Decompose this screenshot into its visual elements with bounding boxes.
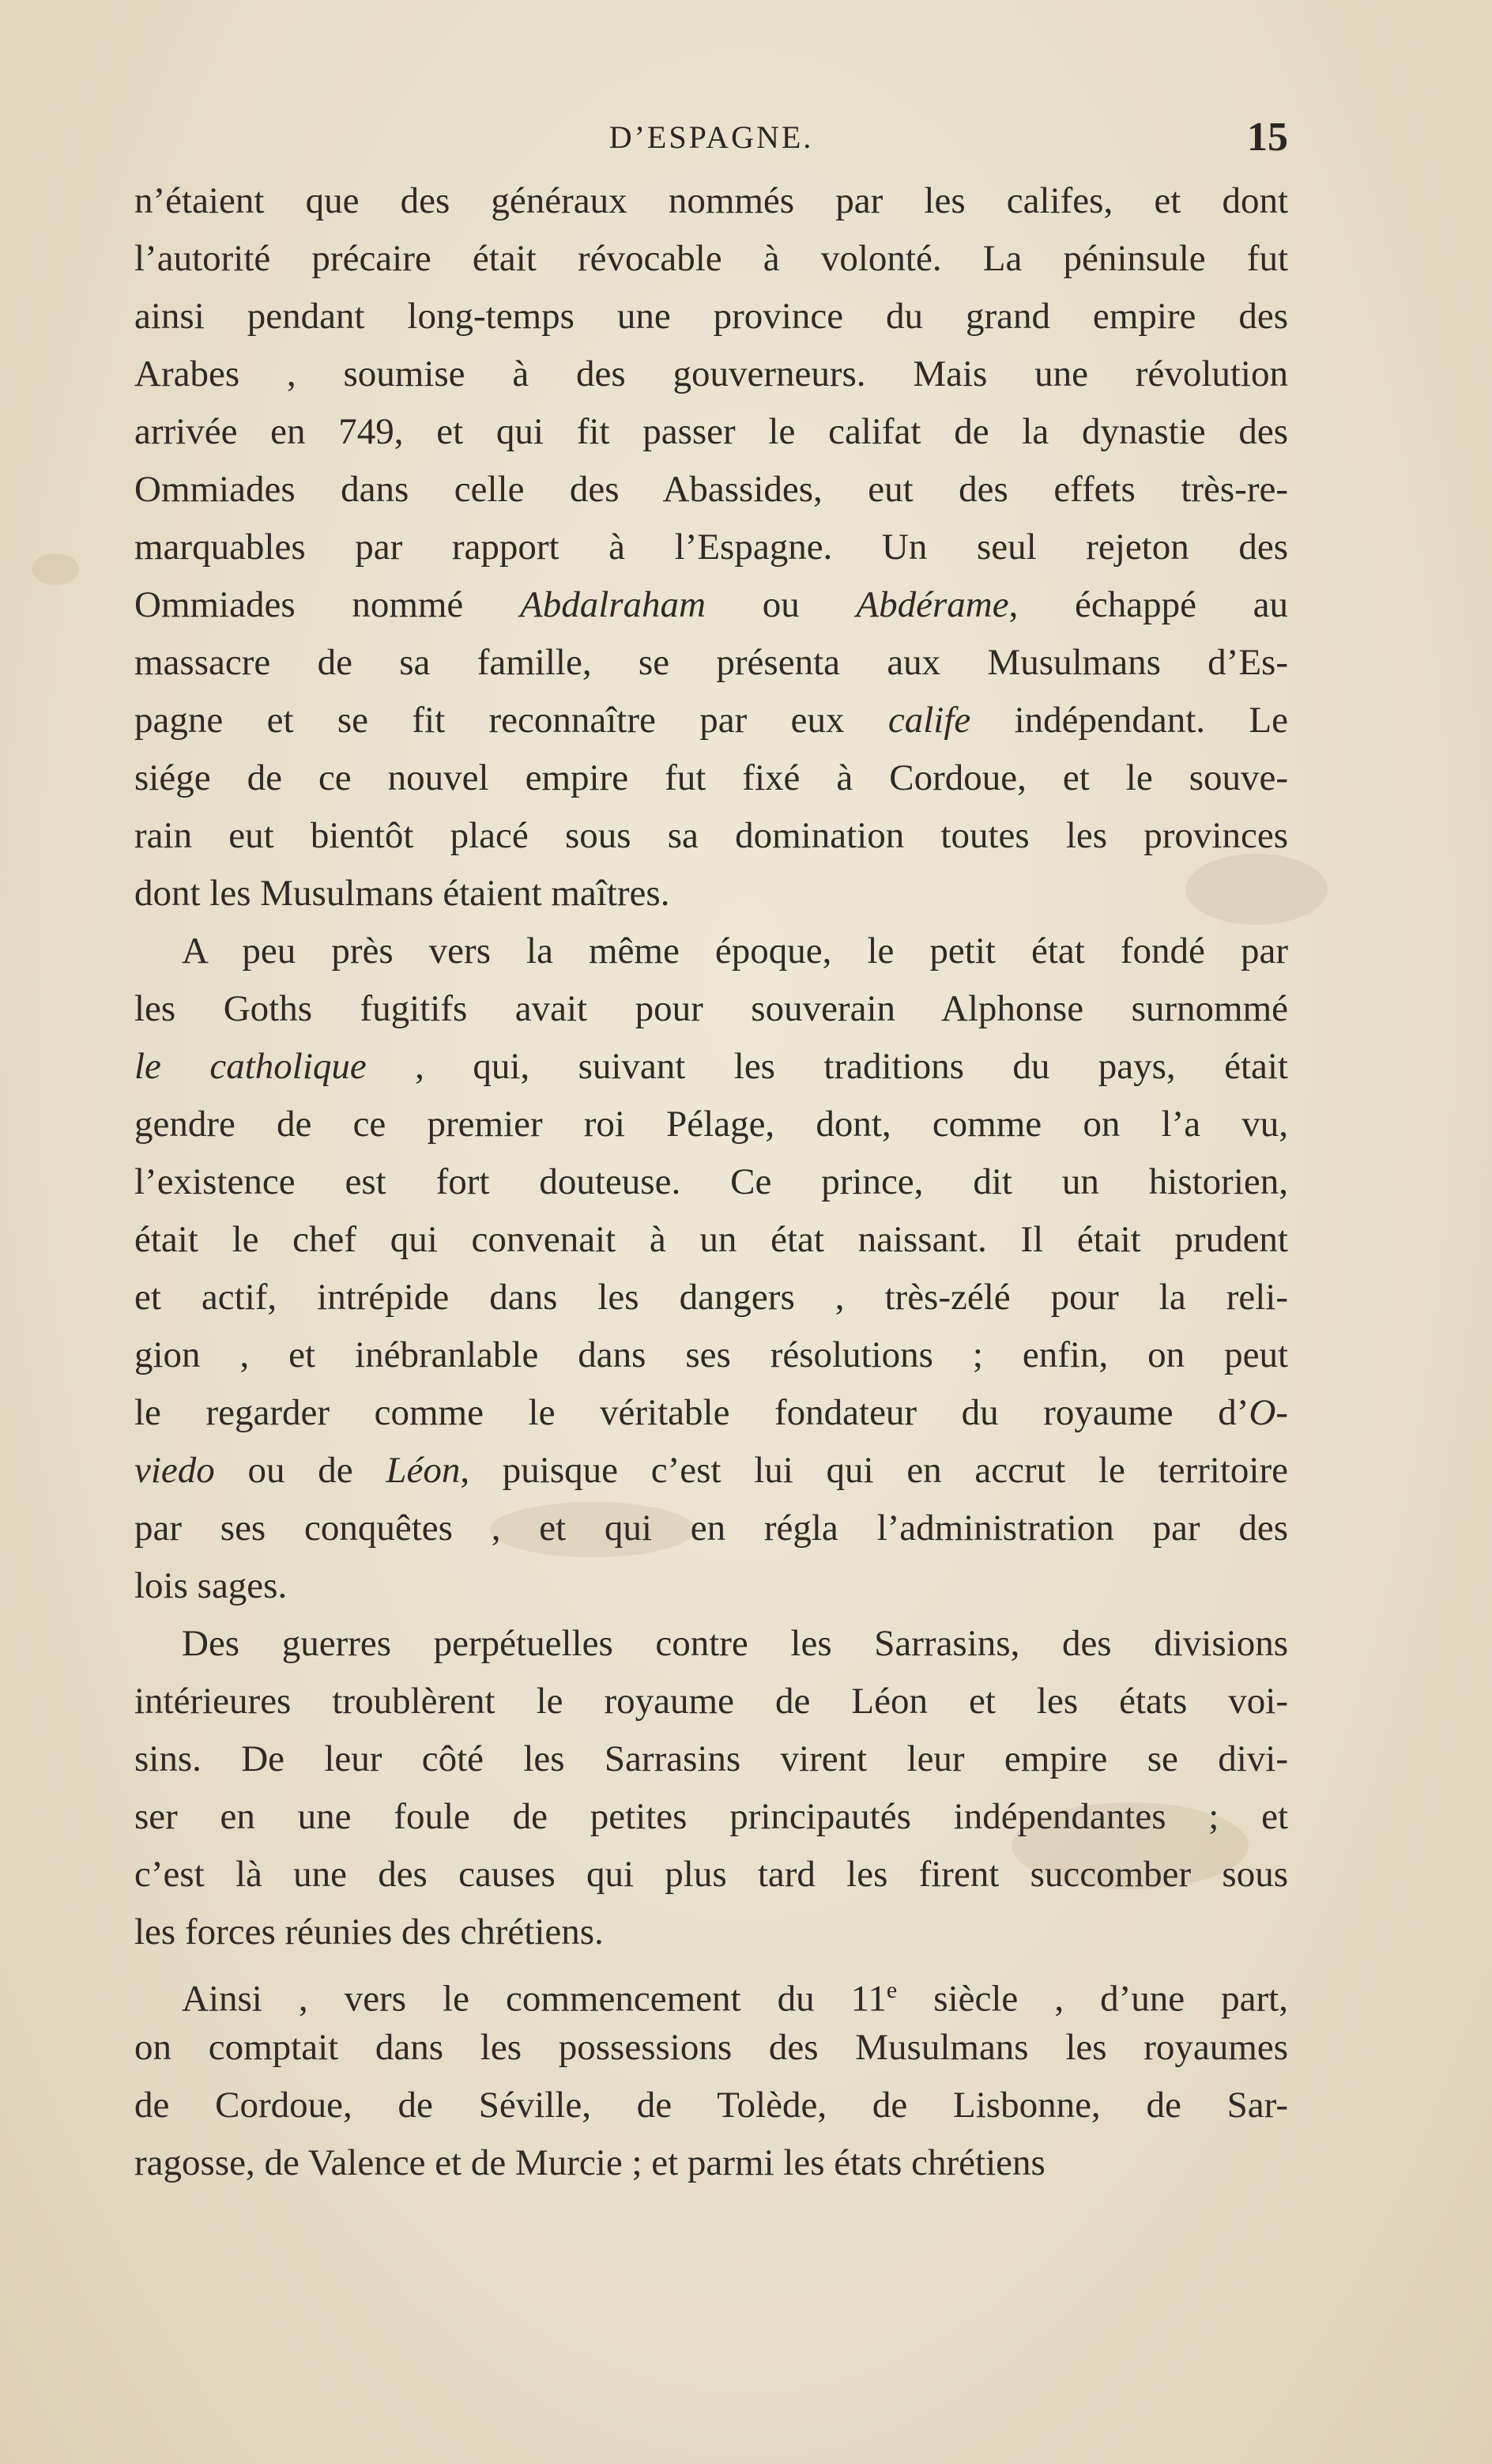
text-line: gion , et inébranlable dans ses résolutions ; enfin, on peut <box>134 1334 1288 1375</box>
text-line: n’étaient que des généraux nommés par les califes, et dont <box>134 180 1288 221</box>
text-line: l’existence est fort douteuse. Ce prince, dit un historien, <box>134 1161 1288 1202</box>
text-line <box>134 1384 1288 1442</box>
text-line: de Cordoue, de Séville, de Tolède, de Lisbonne, de Sar- <box>134 2085 1288 2126</box>
text-line: rain eut bientôt placé sous sa domination toutes les provinces <box>134 815 1288 856</box>
text-line: A peu près vers la même époque, le petit état fondé par <box>182 930 1288 972</box>
italic-text: Abdérame <box>856 584 1009 625</box>
text-line: l’autorité précaire était révocable à volonté. La péninsule fut <box>134 238 1288 279</box>
text-line: c’est là une des causes qui plus tard les firent succomber sous <box>134 1854 1288 1895</box>
body-text <box>134 172 1288 2192</box>
text-line: lois sages. <box>134 1565 288 1606</box>
text-line: arrivée en 749, et qui fit passer le califat de la dynastie des <box>134 411 1288 452</box>
text-line: gendre de ce premier roi Pélage, dont, comme on l’a vu, <box>134 1104 1288 1145</box>
text-line: Des guerres perpétuelles contre les Sarrasins, des divisions <box>182 1623 1288 1664</box>
italic-text: O- <box>1249 1392 1288 1433</box>
text-line: par ses conquêtes , et qui en régla l’administration par des <box>134 1507 1288 1549</box>
text-run: Ommiades nommé <box>134 584 520 625</box>
text-line <box>134 576 1288 634</box>
text-run: , puisque c’est lui qui en accrut le territoire <box>460 1450 1288 1491</box>
text-line: marquables par rapport à l’Espagne. Un seul rejeton des <box>134 526 1288 568</box>
italic-text: viedo <box>134 1450 215 1491</box>
italic-text: Léon <box>386 1450 461 1491</box>
running-title: D’ESPAGNE. <box>608 119 814 155</box>
text-line <box>134 1038 1288 1096</box>
text-run: siècle , d’une part, <box>897 1978 1288 2020</box>
text-line: ainsi pendant long-temps une province du grand empire des <box>134 296 1288 337</box>
page-number: 15 <box>1247 115 1288 160</box>
paper-stain <box>32 553 79 585</box>
text-line: ser en une foule de petites principautés indépendantes ; et <box>134 1796 1288 1837</box>
text-run: pagne et se fit reconnaître par eux <box>134 700 888 741</box>
text-line: ragosse, de Valence et de Murcie ; et parmi les états chrétiens <box>134 2142 1046 2183</box>
text-run: , qui, suivant les traditions du pays, était <box>366 1046 1288 1087</box>
text-run: le regarder comme le véritable fondateur du royaume d’ <box>134 1392 1249 1433</box>
text-line <box>134 692 1288 749</box>
text-run: ou de <box>214 1450 386 1491</box>
text-line: les forces réunies des chrétiens. <box>134 1911 604 1953</box>
text-run: e <box>886 1977 898 2003</box>
text-line: sins. De leur côté les Sarrasins virent leur empire se divi- <box>134 1738 1288 1779</box>
text-run: ou <box>706 584 857 625</box>
text-line: siége de ce nouvel empire fut fixé à Cordoue, et le souve- <box>134 757 1288 798</box>
text-line: on comptait dans les possessions des Musulmans les royaumes <box>134 2027 1288 2068</box>
text-line: et actif, intrépide dans les dangers , très-zélé pour la reli- <box>134 1277 1288 1318</box>
text-run: , échappé au <box>1008 584 1289 625</box>
text-line <box>134 1442 1288 1500</box>
text-line <box>134 1961 1288 2019</box>
text-line: Ommiades dans celle des Abassides, eut des effets très-re- <box>134 469 1288 510</box>
text-line: intérieures troublèrent le royaume de Léon et les états voi- <box>134 1681 1288 1722</box>
text-run: indépendant. Le <box>970 700 1288 741</box>
text-line: massacre de sa famille, se présenta aux Musulmans d’Es- <box>134 642 1288 683</box>
italic-text: calife <box>887 700 971 741</box>
italic-text: Abdalraham <box>520 584 706 625</box>
text-line: était le chef qui convenait à un état naissant. Il était prudent <box>134 1219 1288 1260</box>
text-line: les Goths fugitifs avait pour souverain Alphonse surnommé <box>134 988 1288 1029</box>
italic-text: le catholique <box>134 1046 367 1087</box>
text-line: Arabes , soumise à des gouverneurs. Mais une révolution <box>134 353 1288 394</box>
text-run: Ainsi , vers le commencement du 11 <box>182 1978 887 2020</box>
text-line: dont les Musulmans étaient maîtres. <box>134 873 670 914</box>
running-head <box>134 115 1288 166</box>
